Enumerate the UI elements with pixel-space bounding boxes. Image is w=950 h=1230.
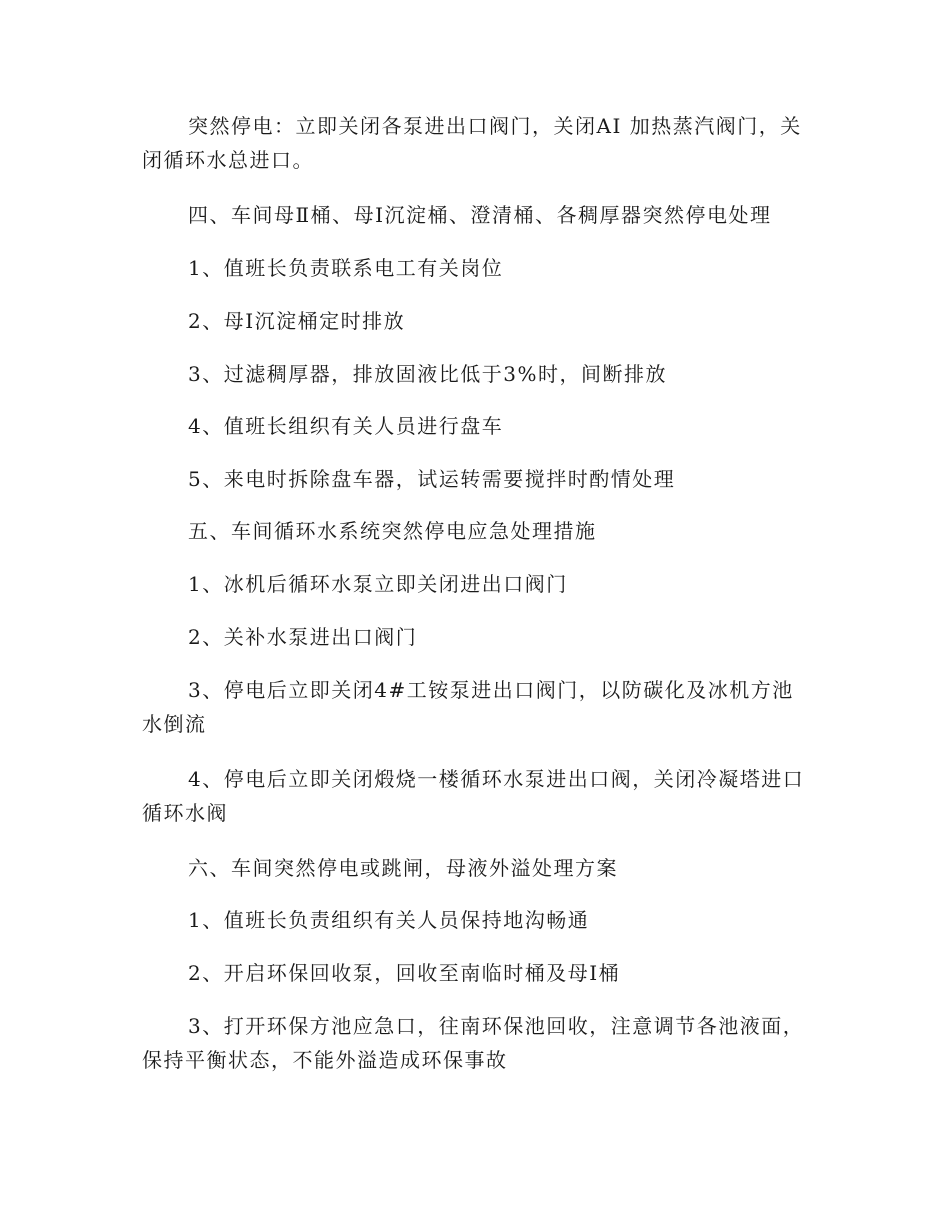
list-item: 3、过滤稠厚器，排放固液比低于3%时，间断排放 bbox=[188, 362, 667, 386]
list-item: 4、值班长组织有关人员进行盘车 bbox=[188, 414, 504, 438]
list-item: 5、来电时拆除盘车器，试运转需要搅拌时酌情处理 bbox=[188, 467, 676, 491]
list-item: 2、开启环保回收泵，回收至南临时桶及母Ⅰ桶 bbox=[188, 961, 621, 985]
list-item: 2、母Ⅰ沉淀桶定时排放 bbox=[188, 309, 406, 333]
list-item: 1、值班长负责组织有关人员保持地沟畅通 bbox=[188, 908, 590, 932]
list-item: 2、关补水泵进出口阀门 bbox=[188, 625, 418, 649]
list-item: 3、停电后立即关闭4#工铵泵进出口阀门，以防碳化及冰机方池水倒流 bbox=[142, 678, 794, 736]
section-heading-4: 四、车间母Ⅱ桶、母Ⅰ沉淀桶、澄清桶、各稠厚器突然停电处理 bbox=[188, 203, 772, 227]
section-heading-5: 五、车间循环水系统突然停电应急处理措施 bbox=[188, 519, 597, 543]
section-heading-6: 六、车间突然停电或跳闸，母液外溢处理方案 bbox=[188, 856, 618, 880]
paragraph-power-outage: 突然停电：立即关闭各泵进出口阀门，关闭AⅠ 加热蒸汽阀门，关闭循环水总进口。 bbox=[142, 114, 802, 172]
list-item: 3、打开环保方池应急口，往南环保池回收，注意调节各池液面，保持平衡状态，不能外溢造成环保事故 bbox=[142, 1014, 805, 1072]
list-item: 1、值班长负责联系电工有关岗位 bbox=[188, 256, 504, 280]
list-item: 1、冰机后循环水泵立即关闭进出口阀门 bbox=[188, 572, 568, 596]
list-item: 4、停电后立即关闭煅烧一楼循环水泵进出口阀，关闭冷凝塔进口循环水阀 bbox=[142, 767, 805, 825]
